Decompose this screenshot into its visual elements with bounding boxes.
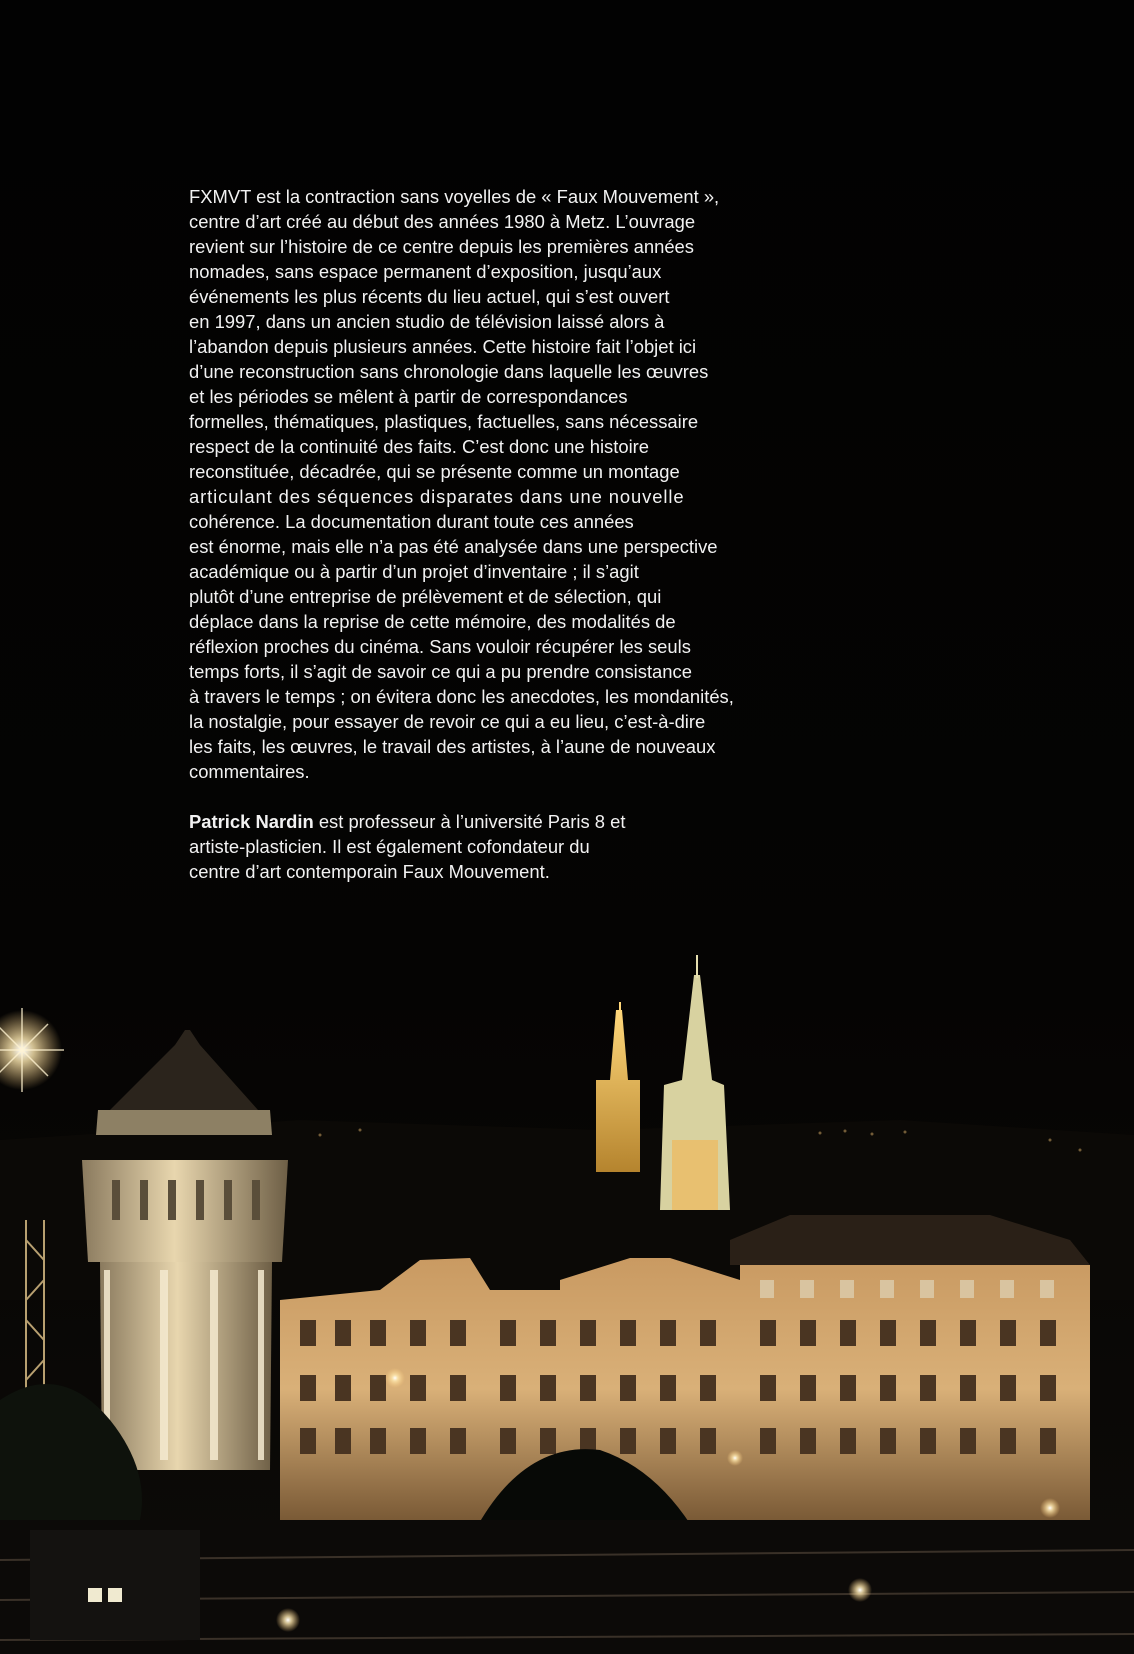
summary-line: formelles, thématiques, plastiques, factuelles, sans nécessaire xyxy=(189,411,699,432)
author-bio-first-line xyxy=(189,809,769,834)
summary-line: académique ou à partir d’un projet d’inventaire ; il s’agit xyxy=(189,561,639,582)
summary-line: revient sur l’histoire de ce centre depuis les premières années xyxy=(189,236,694,257)
summary-line: et les périodes se mêlent à partir de correspondances xyxy=(189,386,628,407)
summary-line: reconstituée, décadrée, qui se présente comme un montage xyxy=(189,461,680,482)
summary-line: en 1997, dans un ancien studio de télévision laissé alors à xyxy=(189,311,665,332)
author-bio-text: est professeur à l’université Paris 8 et xyxy=(313,811,626,832)
summary-line: temps forts, il s’agit de savoir ce qui a pu prendre consistance xyxy=(189,661,692,682)
summary-line: d’une reconstruction sans chronologie dans laquelle les œuvres xyxy=(189,361,709,382)
summary-line: à travers le temps ; on évitera donc les anecdotes, les mondanités, xyxy=(189,686,734,707)
author-bio-line: centre d’art contemporain Faux Mouvement. xyxy=(189,861,550,882)
summary-line: événements les plus récents du lieu actuel, qui s’est ouvert xyxy=(189,286,670,307)
paragraph-gap xyxy=(189,784,769,809)
summary-paragraph xyxy=(189,184,769,784)
back-cover-text xyxy=(189,184,769,884)
summary-line: est énorme, mais elle n’a pas été analysée dans une perspective xyxy=(189,536,718,557)
summary-line: la nostalgie, pour essayer de revoir ce qui a eu lieu, c’est-à-dire xyxy=(189,711,706,732)
summary-line: articulant des séquences disparates dans une nouvelle xyxy=(189,486,685,507)
summary-line: déplace dans la reprise de cette mémoire, des modalités de xyxy=(189,611,676,632)
summary-line: centre d’art créé au début des années 1980 à Metz. L’ouvrage xyxy=(189,211,696,232)
author-bio xyxy=(189,809,769,884)
summary-line: cohérence. La documentation durant toute ces années xyxy=(189,511,634,532)
summary-line: nomades, sans espace permanent d’exposition, jusqu’aux xyxy=(189,261,662,282)
author-name: Patrick Nardin xyxy=(189,811,314,832)
summary-line: plutôt d’une entreprise de prélèvement et de sélection, qui xyxy=(189,586,662,607)
summary-line: réflexion proches du cinéma. Sans vouloir récupérer les seuls xyxy=(189,636,691,657)
summary-line: respect de la continuité des faits. C’est donc une histoire xyxy=(189,436,650,457)
summary-line: les faits, les œuvres, le travail des artistes, à l’aune de nouveaux xyxy=(189,736,716,757)
author-bio-line: artiste-plasticien. Il est également cofondateur du xyxy=(189,836,590,857)
summary-line: FXMVT est la contraction sans voyelles de « Faux Mouvement », xyxy=(189,186,720,207)
summary-line: l’abandon depuis plusieurs années. Cette histoire fait l’objet ici xyxy=(189,336,697,357)
summary-line: commentaires. xyxy=(189,761,310,782)
